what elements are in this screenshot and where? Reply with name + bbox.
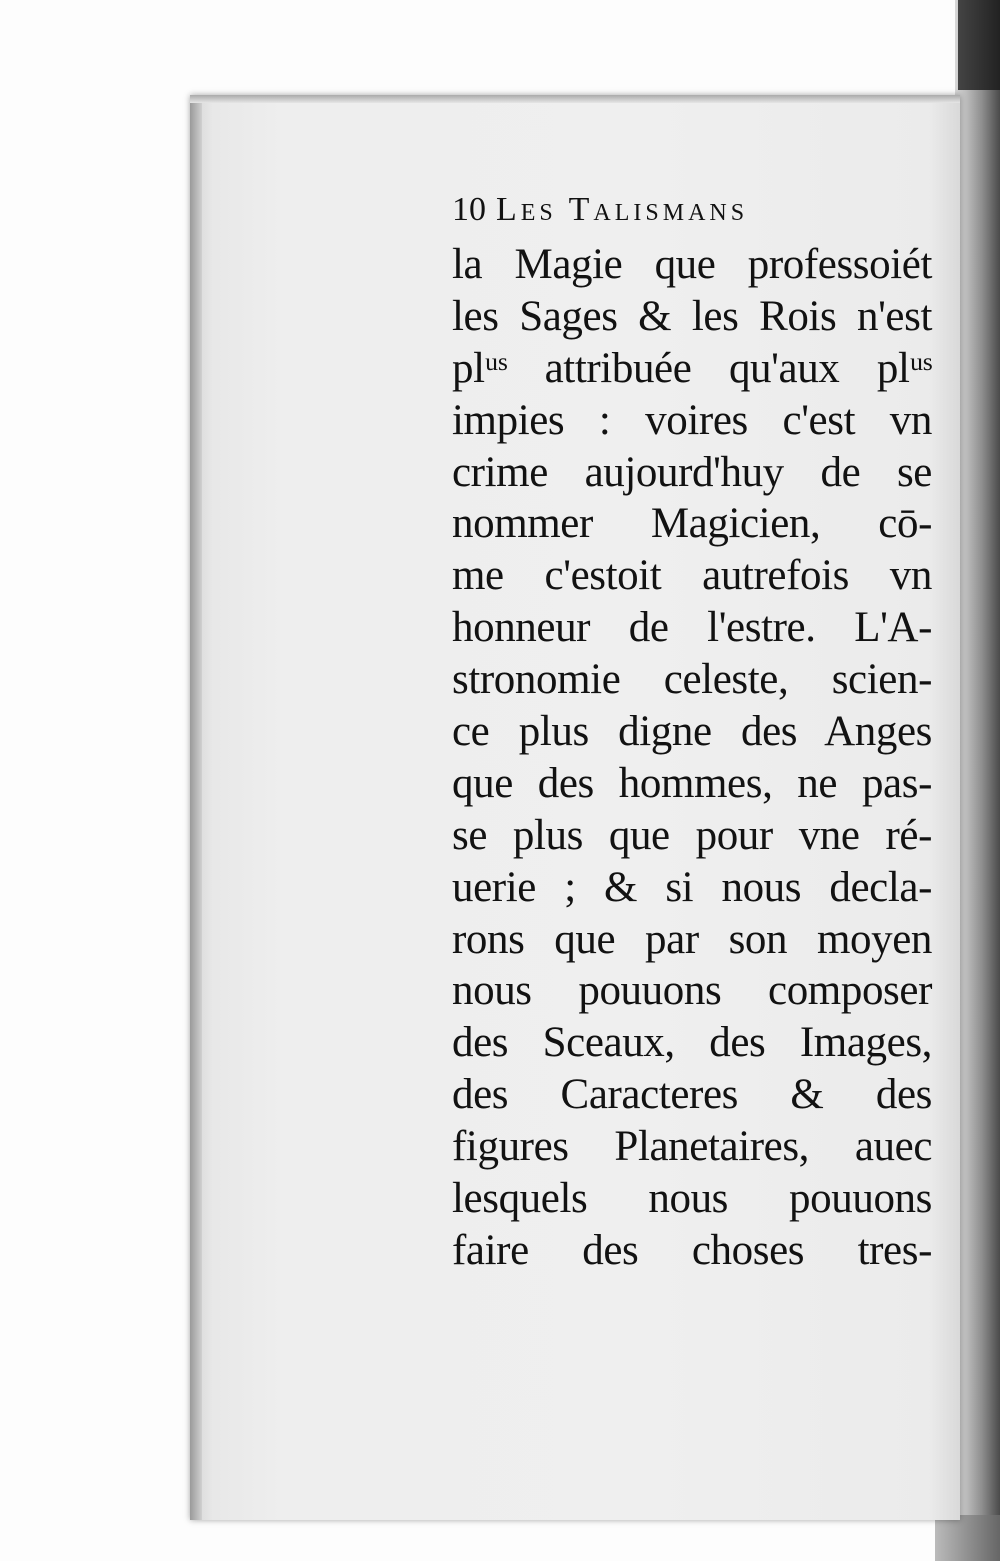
text-line: honneur de l'estre. L'A- — [452, 604, 932, 652]
text-line: figures Planetaires, auec — [452, 1123, 932, 1171]
text-line: rons que par son moyen — [452, 915, 932, 963]
text-line: la Magie que professoiét — [452, 241, 932, 288]
binding-shadow-top — [958, 0, 1000, 90]
text-line: plᵘˢ attribuée qu'aux plᵘˢ — [452, 344, 932, 392]
page-edge-left — [190, 95, 202, 1520]
page-edge-top — [190, 95, 960, 103]
text-line: nommer Magicien, cō- — [452, 500, 932, 548]
text-line: ce plus digne des Anges — [452, 708, 932, 756]
text-line: lesquels nous pouuons — [452, 1175, 932, 1223]
text-line: impies : voires c'est vn — [452, 396, 932, 444]
running-title: Les Talismans — [496, 191, 749, 228]
text-line: des Caracteres & des — [452, 1071, 932, 1119]
text-line: se plus que pour vne ré- — [452, 811, 932, 859]
book-binding — [955, 0, 1000, 1561]
book-page — [190, 95, 960, 1520]
text-line: nous pouuons composer — [452, 967, 932, 1015]
text-line: les Sages & les Rois n'est — [452, 292, 932, 340]
text-line: que des hommes, ne pas- — [452, 759, 932, 807]
binding-shadow-bottom — [935, 1515, 1000, 1561]
text-line: me c'estoit autrefois vn — [452, 552, 932, 600]
text-line: uerie ; & si nous decla- — [452, 863, 932, 911]
text-line: crime aujourd'huy de se — [452, 448, 932, 496]
page-number: 10 — [452, 191, 486, 228]
text-line: stronomie celeste, scien- — [452, 656, 932, 704]
text-block — [452, 187, 932, 1277]
running-head — [452, 187, 932, 239]
text-line: faire des choses tres- — [452, 1226, 932, 1274]
text-line: des Sceaux, des Images, — [452, 1019, 932, 1067]
